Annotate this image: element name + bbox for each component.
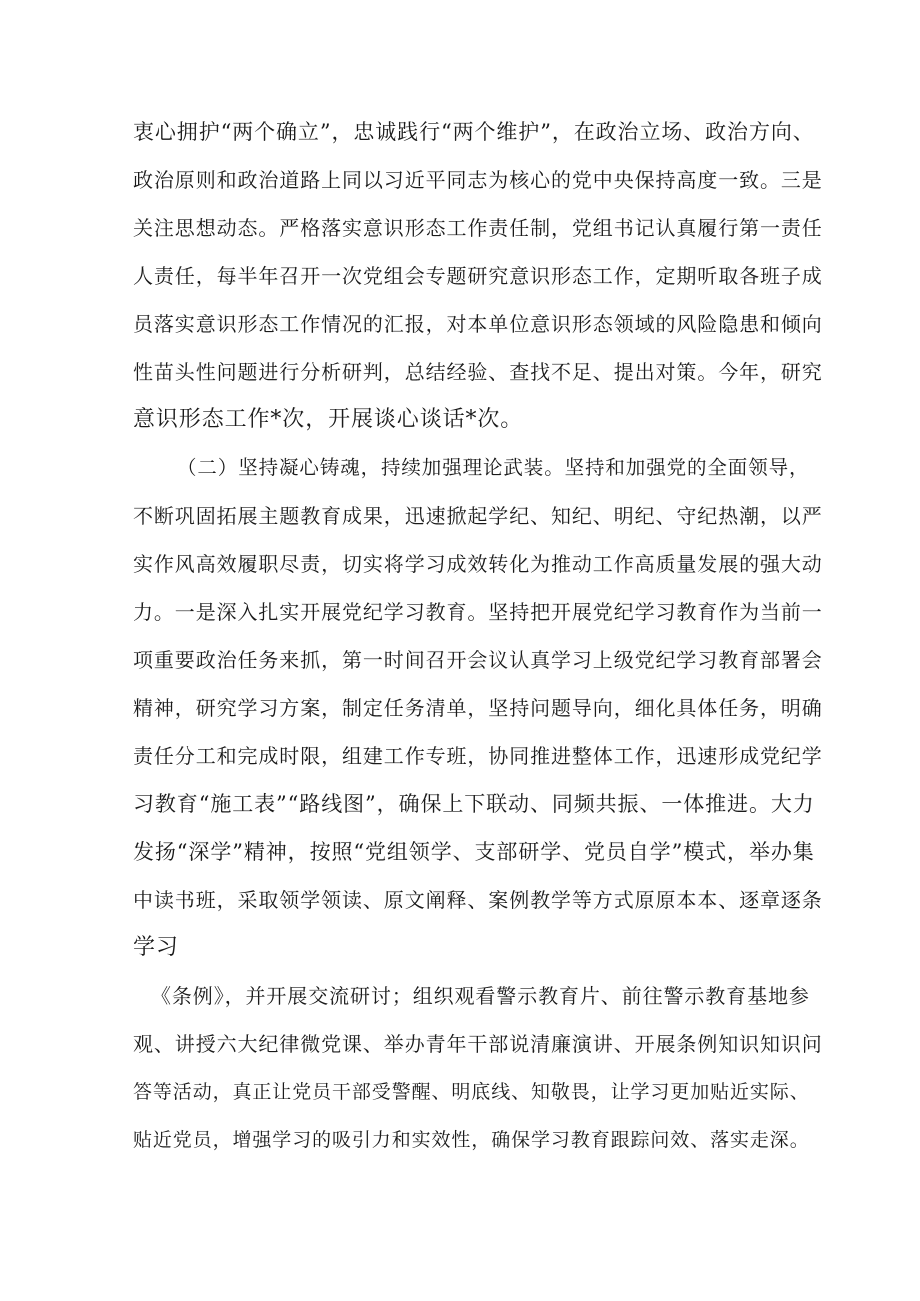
text-line: 责任分工和完成时限，组建工作专班，协同推进整体工作，迅速形成党纪学: [133, 744, 823, 768]
text-line: 中读书班，采取领学领读、原文阐释、案例教学等方式原原本本、逐章逐条: [133, 888, 823, 912]
text-line: 项重要政治任务来抓，第一时间召开会议认真学习上级党纪学习教育部署会: [133, 648, 823, 672]
text-line: 《条例》，并开展交流研讨；组织观看警示教育片、前往警示教育基地参: [151, 984, 810, 1008]
text-line: 员落实意识形态工作情况的汇报，对本单位意识形态领域的风险隐患和倾向: [133, 312, 823, 336]
text-line: 性苗头性问题进行分析研判，总结经验、查找不足、提出对策。今年，研究: [133, 360, 823, 384]
text-line: 力。一是深入扎实开展党纪学习教育。坚持把开展党纪学习教育作为当前一: [133, 600, 823, 624]
text-line: 关注思想动态。严格落实意识形态工作责任制，党组书记认真履行第一责任: [133, 216, 823, 240]
text-line: 答等活动，真正让党员干部受警醒、明底线、知敬畏，让学习更加贴近实际、: [133, 1081, 810, 1103]
text-line: 政治原则和政治道路上同以习近平同志为核心的党中央保持高度一致。三是: [133, 168, 823, 192]
text-line: 发扬“深学”精神，按照“党组领学、支部研学、党员自学”模式，举办集: [133, 840, 815, 864]
text-line: 衷心拥护“两个确立”，忠诚践行“两个维护”，在政治立场、政治方向、: [133, 120, 815, 144]
text-line: 贴近党员，增强学习的吸引力和实效性，确保学习教育跟踪问效、落实走深。: [133, 1129, 810, 1151]
text-line: 精神，研究学习方案，制定任务清单，坚持问题导向，细化具体任务，明确: [133, 696, 823, 720]
text-line: 实作风高效履职尽责，切实将学习成效转化为推动工作高质量发展的强大动: [133, 552, 823, 576]
text-line: 人责任，每半年召开一次党组会专题研究意识形态工作，定期听取各班子成: [133, 264, 823, 288]
text-line: 学习: [133, 935, 179, 960]
text-line: 意识形态工作*次，开展谈心谈话*次。: [133, 407, 524, 432]
text-line: 习教育“施工表”“路线图”，确保上下联动、同频共振、一体推进。大力: [133, 792, 815, 816]
section-heading-line: （二）坚持凝心铸魂，持续加强理论武装。坚持和加强党的全面领导，: [177, 456, 810, 479]
text-line: 不断巩固拓展主题教育成果，迅速掀起学纪、知纪、明纪、守纪热潮，以严: [133, 504, 823, 528]
text-line: 观、讲授六大纪律微党课、举办青年干部说清廉演讲、开展条例知识知识问: [133, 1032, 823, 1056]
